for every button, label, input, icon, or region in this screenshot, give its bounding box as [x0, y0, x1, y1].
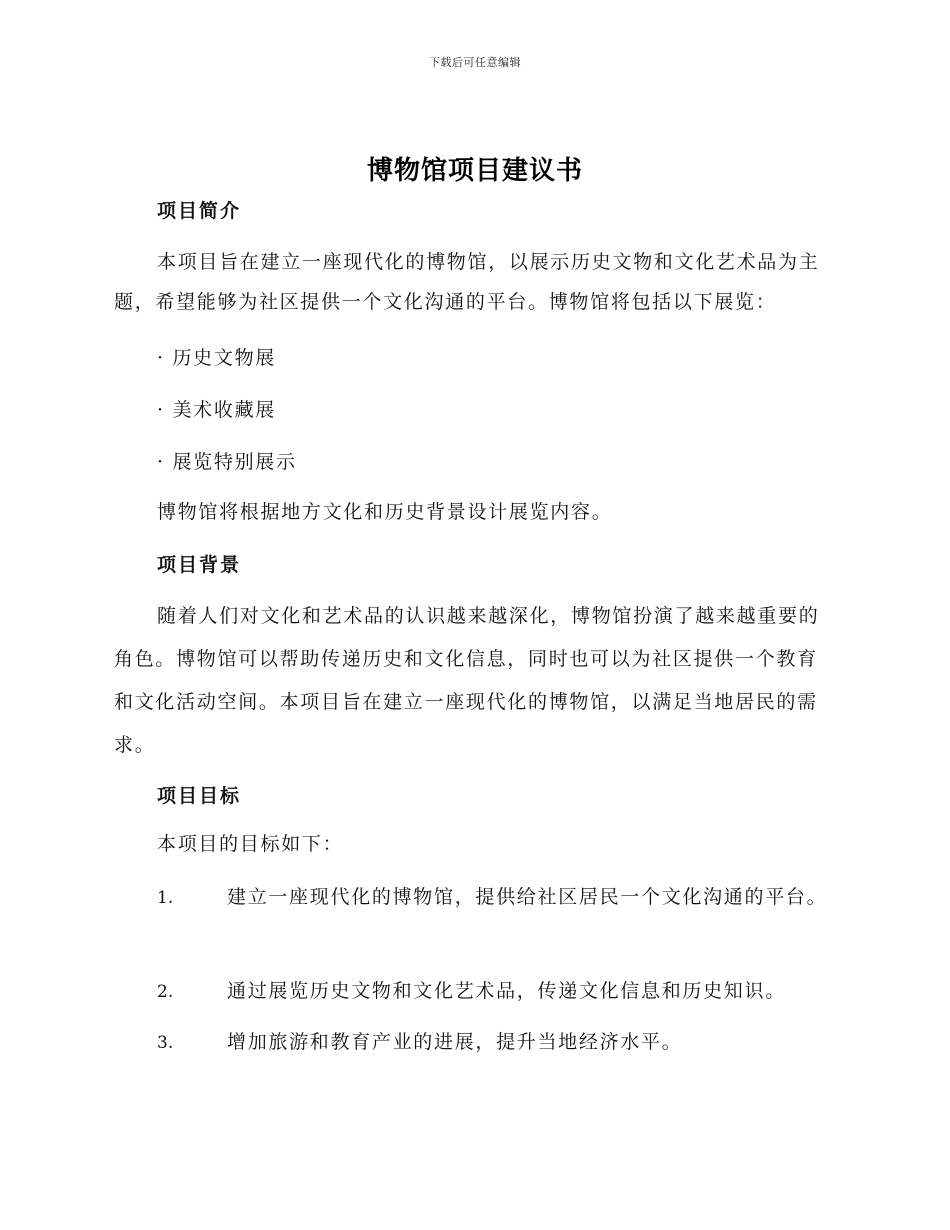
- goal-number: 1.: [157, 888, 174, 908]
- goal-item: [114, 876, 834, 919]
- background-paragraph: 随着人们对文化和艺术品的认识越来越深化，博物馆扮演了越来越重要的角色。博物馆可以帮助传递历史和文化信息，同时也可以为社区提供一个教育和文化活动空间。本项目旨在建立一座现代化的博物馆，以满足当地居民的需求。: [114, 605, 820, 756]
- section-heading-goals: 项目目标: [157, 785, 242, 807]
- document-title: 博物馆项目建议书: [366, 156, 583, 186]
- bullet-item: · 美术收藏展: [157, 399, 276, 421]
- goal-item: [114, 1021, 834, 1064]
- intro-closing: 博物馆将根据地方文化和历史背景设计展览内容。: [157, 501, 613, 523]
- goal-number: 3.: [157, 1033, 174, 1053]
- header-note: 下载后可任意编辑: [429, 56, 521, 69]
- goals-intro: 本项目的目标如下：: [157, 833, 344, 855]
- section-heading-background: 项目背景: [157, 554, 242, 576]
- goal-text: 建立一座现代化的博物馆，提供给社区居民一个文化沟通的平台。: [227, 886, 828, 908]
- goal-text: 通过展览历史文物和文化艺术品，传递文化信息和历史知识。: [227, 980, 786, 1002]
- intro-paragraph: 本项目旨在建立一座现代化的博物馆，以展示历史文物和文化艺术品为主题，希望能够为社区提供一个文化沟通的平台。博物馆将包括以下展览：: [114, 251, 820, 313]
- goal-text: 增加旅游和教育产业的进展，提升当地经济水平。: [227, 1031, 683, 1053]
- bullet-item: · 历史文物展: [157, 347, 276, 369]
- bullet-item: · 展览特别展示: [157, 451, 297, 473]
- section-heading-intro: 项目简介: [157, 200, 242, 222]
- goal-item: [114, 970, 834, 1013]
- goal-number: 2.: [157, 982, 174, 1002]
